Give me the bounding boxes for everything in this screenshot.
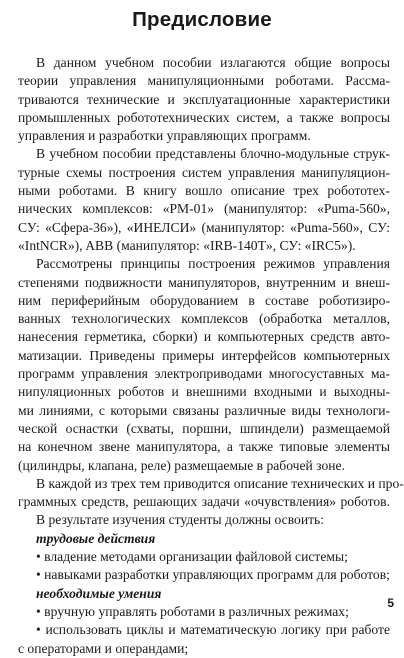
text-line: необходимые умения xyxy=(36,585,162,601)
page-number: 5 xyxy=(387,596,394,610)
text-line: теории управления манипуляционными роботами. Рассма- xyxy=(18,73,390,89)
text-line: ными роботами. В книгу вошло описание трех робототех- xyxy=(18,183,390,199)
text-line: нических комплексов: «РМ-01» (манипулятор: «Puma-560», xyxy=(18,201,390,217)
page-title: Предисловие xyxy=(132,8,272,31)
text-line: В учебном пособии представлены блочно-модульные струк- xyxy=(36,146,390,162)
text-line: матизации. Приведены примеры интерфейсов компьютерных xyxy=(18,347,390,363)
text-line: ми линиями, с которыми связаны различные виды технологи- xyxy=(18,402,390,418)
text-line: В каждой из трех тем приводится описание технических и про- xyxy=(36,475,404,491)
text-line: ванных технологических комплексов (обработка металлов, xyxy=(18,311,390,327)
text-line: промышленных робототехнических систем, а также вопросы xyxy=(18,109,390,125)
text-line: • вручную управлять роботами в различных режимах; xyxy=(36,603,349,619)
text-line: (цилиндры, клапана, реле) размещаемые в рабочей зоне. xyxy=(18,457,345,473)
text-line: граммных средств, решающих задачи «очувствления» роботов. xyxy=(18,494,390,510)
text-line: управления и разработки управляющих программ. xyxy=(18,128,311,144)
text-line: В результате изучения студенты должны освоить: xyxy=(36,512,325,528)
text-line: на конечном звене манипулятора, а также типовые элементы xyxy=(18,439,390,455)
text-line: • использовать циклы и математическую логику при работе xyxy=(36,622,390,638)
text-line: триваются технические и эксплуатационные характеристики xyxy=(18,91,390,107)
text-line: нанесения герметика, сборки) и компьютерных средств авто- xyxy=(18,329,390,345)
text-line: с операторами и операндами; xyxy=(18,640,189,656)
text-line: СУ: «Сфера-36»), «ИНЕЛСИ» (манипулятор: «Puma-560», СУ: xyxy=(18,219,390,235)
text-line: программ управления электроприводами многосуставных ма- xyxy=(18,366,390,382)
text-line: • владение методами организации файловой системы; xyxy=(36,549,348,565)
text-line: Рассмотрены принципы построения режимов управления xyxy=(36,256,390,272)
text-line: • навыками разработки управляющих программ для роботов; xyxy=(36,567,390,583)
body-text xyxy=(18,54,404,658)
text-line: «IntNCR»), ABB (манипулятор: «IRB-140T», СУ: «IRC5»). xyxy=(18,237,356,253)
text-line: ческой оснастки (схваты, поршни, шпиндели) размещаемой xyxy=(18,420,390,436)
text-line: турные схемы построения систем управления манипуляцион- xyxy=(18,164,390,180)
text-line: трудовые действия xyxy=(36,530,156,546)
text-line: нипуляционных роботов и внешними входными и выходны- xyxy=(18,384,390,400)
text-line: степенями подвижности манипуляторов, внутренним и внеш- xyxy=(18,274,390,290)
text-line: ним периферийным оборудованием в составе роботизиро- xyxy=(18,292,390,308)
text-line: В данном учебном пособии излагаются общие вопросы xyxy=(36,55,390,70)
